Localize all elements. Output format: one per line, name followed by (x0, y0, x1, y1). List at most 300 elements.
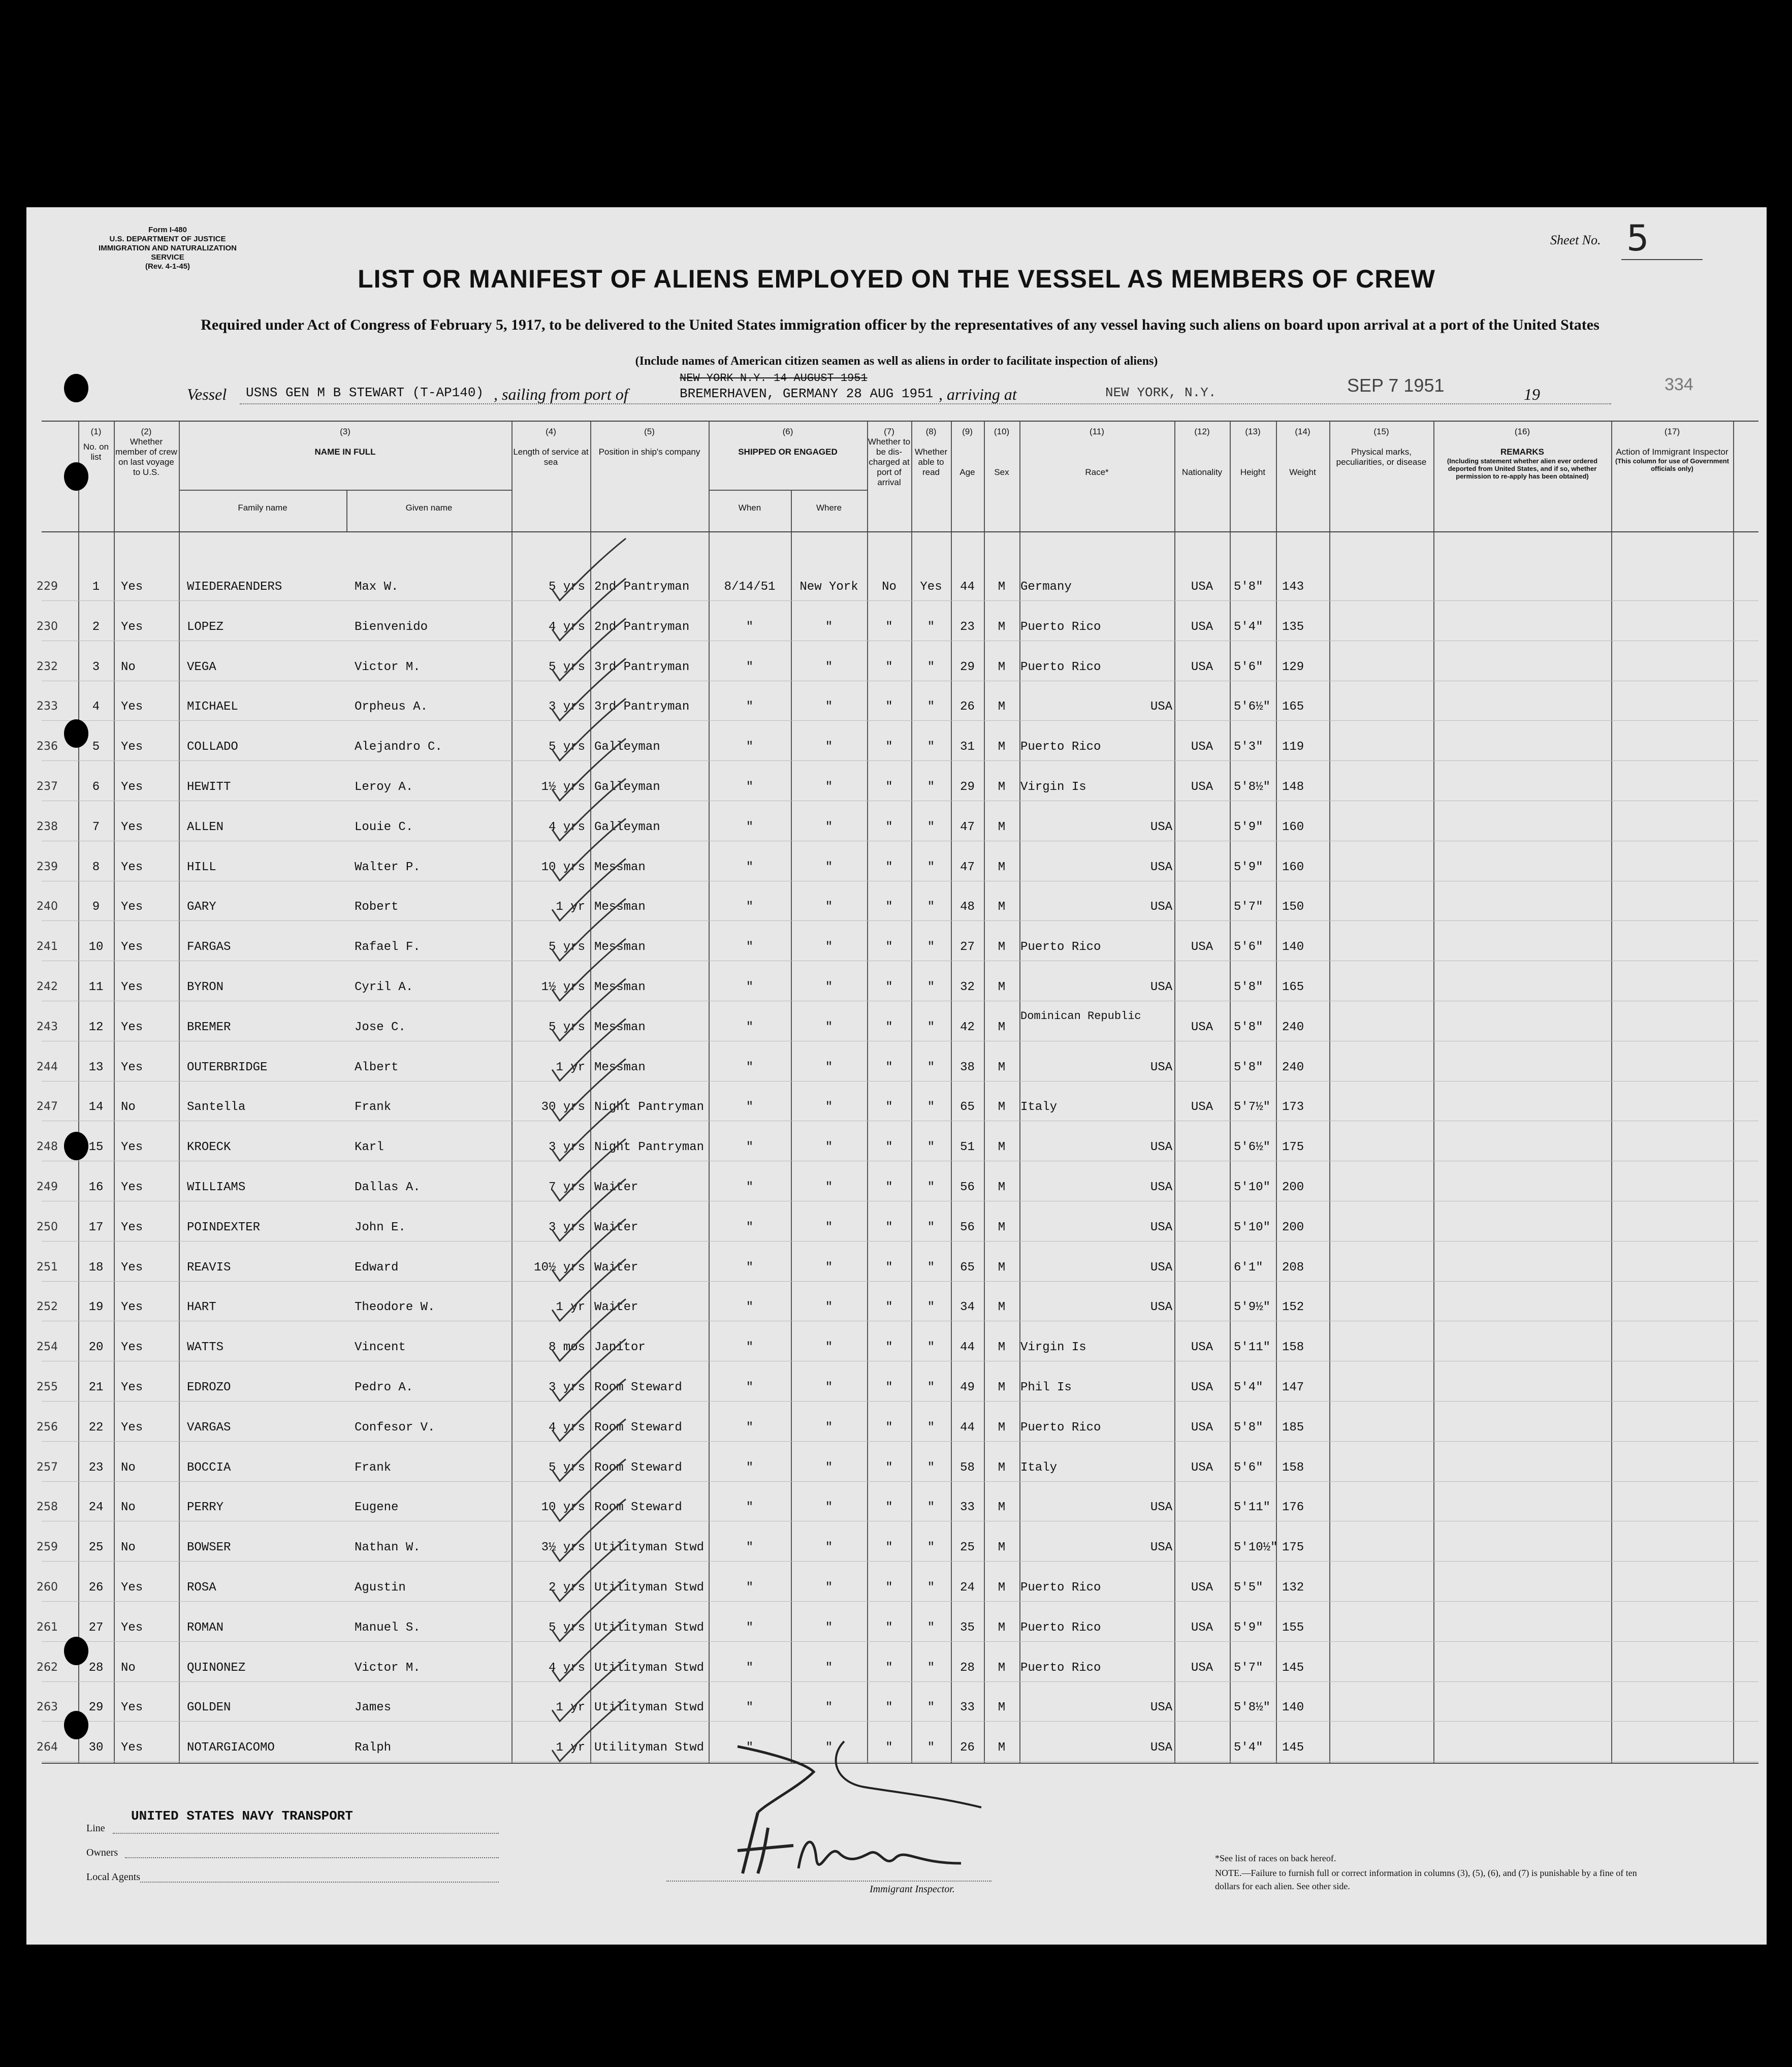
cell-when: " (746, 1100, 754, 1115)
cell-when: " (746, 1701, 754, 1715)
cell-family: WATTS (187, 1341, 224, 1355)
cell-nat: USA (1150, 700, 1173, 714)
cell-where: " (825, 1381, 833, 1394)
cell-last: Yes (121, 1220, 143, 1234)
page-stamp: 334 (1665, 375, 1693, 394)
check-mark (552, 1219, 626, 1281)
cell-age: 44 (960, 580, 975, 594)
cell-height: 5'6½" (1234, 700, 1271, 714)
cell-position: Utilityman Stwd (594, 1581, 705, 1595)
cell-age: 24 (960, 1581, 975, 1595)
cell-last: Yes (121, 1300, 143, 1315)
cell-height: 5'7½" (1234, 1100, 1271, 1115)
cell-disch: " (885, 1060, 893, 1074)
col11-header: (11) Race* (1085, 427, 1109, 477)
cell-family: NOTARGIACOMO (187, 1741, 275, 1755)
col12-header: (12) Nationality (1181, 427, 1223, 477)
cell-disch: " (885, 1300, 893, 1315)
cell-weight: 158 (1282, 1460, 1304, 1475)
col7-header: (7) Whether to be dis-charged at port of arrival (868, 427, 911, 487)
cell-last: Yes (121, 1620, 143, 1635)
cell-height: 5'4" (1234, 1741, 1263, 1755)
check-mark (552, 658, 626, 720)
cell-height: 5'9" (1234, 860, 1263, 874)
cell-read: " (927, 660, 935, 674)
cell-service: 4 yrs (548, 1661, 585, 1675)
cell-when: " (746, 1581, 754, 1595)
row-reference-number: 257 (37, 1460, 58, 1474)
cell-when: " (746, 980, 754, 994)
cell-sex: M (998, 1341, 1006, 1355)
cell-read: " (927, 1341, 935, 1355)
cell-nat: USA (1191, 1420, 1213, 1435)
cell-given: Jose C. (355, 1020, 406, 1034)
col13-header: (13) Height (1240, 427, 1266, 477)
cell-age: 56 (960, 1181, 975, 1194)
cell-position: Night Pantryman (594, 1140, 705, 1155)
cell-nat: USA (1150, 1181, 1173, 1194)
cell-weight: 200 (1282, 1181, 1304, 1194)
cell-last: Yes (121, 1260, 143, 1275)
cell-race: Virgin Is (1020, 1341, 1086, 1355)
cell-sex: M (998, 1541, 1006, 1555)
sheet-number: 5 (1626, 217, 1649, 259)
cell-when: " (746, 1661, 754, 1675)
cell-sex: M (998, 1701, 1006, 1715)
cell-where: " (825, 900, 833, 914)
check-mark (552, 1339, 626, 1401)
check-mark (552, 1659, 626, 1721)
cell-disch: " (885, 1181, 893, 1194)
cell-given: Louie C. (355, 820, 413, 834)
cell-sex: M (998, 1381, 1006, 1394)
cell-height: 5'6½" (1234, 1140, 1271, 1155)
cell-disch: " (885, 860, 893, 874)
cell-nat: USA (1191, 660, 1213, 674)
cell-weight: 200 (1282, 1220, 1304, 1234)
cell-when: " (746, 1741, 754, 1755)
punch-hole (64, 1132, 88, 1160)
cell-last: Yes (121, 860, 143, 874)
cell-nat: USA (1150, 1220, 1173, 1234)
check-mark (552, 1539, 626, 1601)
cell-height: 5'6" (1234, 660, 1263, 674)
cell-nat: USA (1150, 900, 1173, 914)
cell-nat: USA (1191, 1581, 1213, 1595)
cell-service: 10 yrs (541, 1501, 585, 1515)
cell-service: 5 yrs (548, 940, 585, 955)
cell-given: Albert (355, 1060, 399, 1074)
row-reference-number: 258 (37, 1501, 58, 1514)
col4-header: (4) Length of service at sea (513, 427, 589, 467)
cell-disch: " (885, 700, 893, 714)
cell-age: 29 (960, 660, 975, 674)
cell-age: 31 (960, 740, 975, 754)
cell-position: Messman (594, 1060, 646, 1074)
cell-service: 3 yrs (548, 1220, 585, 1234)
cell-age: 29 (960, 780, 975, 794)
cell-weight: 147 (1282, 1381, 1304, 1394)
row-reference-number: 251 (37, 1260, 58, 1274)
cell-family: Santella (187, 1100, 246, 1115)
cell-position: Messman (594, 980, 646, 994)
cell-nat: USA (1191, 1460, 1213, 1475)
cell-height: 5'5" (1234, 1581, 1263, 1595)
cell-height: 5'8" (1234, 1420, 1263, 1435)
cell-family: ALLEN (187, 820, 224, 834)
cell-when: " (746, 1381, 754, 1394)
col3-header: (3) NAME IN FULL (314, 427, 376, 457)
cell-last: Yes (121, 900, 143, 914)
cell-given: Nathan W. (355, 1541, 421, 1555)
cell-given: Pedro A. (355, 1381, 413, 1394)
cell-when: 8/14/51 (724, 580, 776, 594)
cell-sex: M (998, 700, 1006, 714)
cell-where: " (825, 1420, 833, 1435)
cell-read: " (927, 1220, 935, 1234)
cell-height: 5'9" (1234, 820, 1263, 834)
cell-position: Room Steward (594, 1381, 682, 1394)
cell-position: Waiter (594, 1181, 638, 1194)
cell-sex: M (998, 740, 1006, 754)
cell-sex: M (998, 1100, 1006, 1115)
cell-disch: " (885, 980, 893, 994)
check-mark (552, 1259, 626, 1321)
cell-age: 44 (960, 1341, 975, 1355)
cell-where: " (825, 860, 833, 874)
cell-last: Yes (121, 1581, 143, 1595)
cell-read: " (927, 700, 935, 714)
cell-read: " (927, 1701, 935, 1715)
check-mark (552, 1299, 626, 1361)
cell-age: 27 (960, 940, 975, 955)
cell-sex: M (998, 1741, 1006, 1755)
cell-height: 5'8½" (1234, 780, 1271, 794)
check-mark (552, 899, 626, 961)
vessel-name: USNS GEN M B STEWART (T-AP140) (246, 385, 484, 400)
cell-height: 5'8" (1234, 580, 1263, 594)
cell-when: " (746, 740, 754, 754)
cell-nat: USA (1191, 1020, 1213, 1034)
cell-where: " (825, 1741, 833, 1755)
sheet-number-line (1621, 259, 1703, 260)
row-reference-number: 241 (37, 940, 58, 953)
cell-where: " (825, 1020, 833, 1034)
cell-disch: " (885, 1541, 893, 1555)
cell-service: 1½ yrs (541, 780, 585, 794)
include-note: (Include names of American citizen seamen as well as aliens in order to facilitate inspection of aliens) (635, 355, 1158, 368)
cell-given: Bienvenido (355, 620, 428, 634)
cell-age: 49 (960, 1381, 975, 1394)
cell-height: 5'7" (1234, 1661, 1263, 1675)
cell-weight: 165 (1282, 700, 1304, 714)
cell-family: COLLADO (187, 740, 238, 754)
cell-no: 17 (88, 1220, 104, 1234)
cell-height: 5'7" (1234, 900, 1263, 914)
cell-given: Confesor V. (355, 1420, 435, 1435)
cell-service: 2 yrs (548, 1581, 585, 1595)
cell-position: 2nd Pantryman (594, 620, 690, 634)
cell-read: " (927, 1661, 935, 1675)
cell-position: Waiter (594, 1260, 638, 1275)
row-reference-number: 264 (37, 1741, 58, 1754)
cell-race: Italy (1020, 1460, 1058, 1475)
cell-service: 5 yrs (548, 580, 585, 594)
cell-family: QUINONEZ (187, 1661, 246, 1675)
cell-position: Waiter (594, 1220, 638, 1234)
row-reference-number: 243 (37, 1020, 58, 1033)
cell-read: " (927, 1581, 935, 1595)
cell-family: ROSA (187, 1581, 216, 1595)
cell-when: " (746, 860, 754, 874)
cell-position: Room Steward (594, 1460, 682, 1475)
cell-when: " (746, 1420, 754, 1435)
cell-no: 26 (88, 1581, 104, 1595)
row-reference-number: 255 (37, 1381, 58, 1393)
cell-no: 21 (88, 1381, 104, 1394)
cell-service: 5 yrs (548, 740, 585, 754)
cell-no: 18 (88, 1260, 104, 1275)
cell-service: 1½ yrs (541, 980, 585, 994)
cell-disch: " (885, 620, 893, 634)
cell-height: 5'6" (1234, 940, 1263, 955)
cell-height: 5'6" (1234, 1460, 1263, 1475)
cell-sex: M (998, 1220, 1006, 1234)
cell-sex: M (998, 860, 1006, 874)
arrival-port: NEW YORK, N.Y. (1105, 385, 1217, 400)
check-mark (552, 1579, 626, 1641)
cell-family: KROECK (187, 1140, 231, 1155)
cell-age: 25 (960, 1541, 975, 1555)
row-reference-number: 254 (37, 1341, 58, 1354)
cell-height: 5'10" (1234, 1181, 1271, 1194)
cell-height: 5'9½" (1234, 1300, 1271, 1315)
cell-sex: M (998, 1581, 1006, 1595)
cell-given: Theodore W. (355, 1300, 435, 1315)
cell-age: 38 (960, 1060, 975, 1074)
cell-when: " (746, 1620, 754, 1635)
cell-no: 22 (88, 1420, 104, 1435)
cell-where: " (825, 780, 833, 794)
cell-read: " (927, 1501, 935, 1515)
manifest-sheet (26, 207, 1767, 1945)
row-reference-number: 248 (37, 1140, 58, 1154)
row-reference-number: 233 (37, 700, 58, 713)
cell-family: POINDEXTER (187, 1220, 261, 1234)
cell-service: 1 yr (556, 900, 585, 914)
punch-hole (64, 1711, 88, 1739)
cell-read: " (927, 1140, 935, 1155)
cell-height: 5'10½" (1234, 1541, 1278, 1555)
punch-hole (64, 1637, 88, 1665)
cell-read: " (927, 1620, 935, 1635)
punch-hole (64, 374, 88, 402)
line-label: Line (86, 1823, 105, 1834)
cell-sex: M (998, 580, 1006, 594)
cell-when: " (746, 1020, 754, 1034)
cell-given: Dallas A. (355, 1181, 421, 1194)
service: IMMIGRATION AND NATURALIZATION SERVICE (99, 244, 237, 262)
cell-nat: USA (1150, 1060, 1173, 1074)
cell-service: 5 yrs (548, 1020, 585, 1034)
cell-position: Utilityman Stwd (594, 1620, 705, 1635)
cell-where: " (825, 820, 833, 834)
row-reference-number: 232 (37, 660, 58, 673)
cell-last: Yes (121, 1181, 143, 1194)
cell-service: 1 yr (556, 1300, 585, 1315)
cell-position: Utilityman Stwd (594, 1541, 705, 1555)
cell-last: Yes (121, 580, 143, 594)
cell-weight: 145 (1282, 1741, 1304, 1755)
cell-given: John E. (355, 1220, 406, 1234)
col16-header: (16) REMARKS (Including statement whether alien ever ordered deported from United States, and if so, whether permission to re-apply has been obtained) (1447, 427, 1598, 480)
cell-weight: 208 (1282, 1260, 1304, 1275)
cell-where: " (825, 1541, 833, 1555)
cell-where: " (825, 1581, 833, 1595)
cell-service: 10 yrs (541, 860, 585, 874)
cell-service: 3 yrs (548, 700, 585, 714)
cell-nat: USA (1191, 1661, 1213, 1675)
row-reference-number: 249 (37, 1181, 58, 1193)
cell-read: " (927, 860, 935, 874)
cell-service: 4 yrs (548, 620, 585, 634)
cell-service: 3½ yrs (541, 1541, 585, 1555)
cell-weight: 143 (1282, 580, 1304, 594)
cell-family: EDROZO (187, 1381, 231, 1394)
cell-sex: M (998, 820, 1006, 834)
cell-read: " (927, 1060, 935, 1074)
cell-when: " (746, 660, 754, 674)
cell-disch: " (885, 1220, 893, 1234)
row-reference-number: 260 (37, 1581, 58, 1594)
punch-hole (64, 462, 88, 491)
cell-sex: M (998, 1140, 1006, 1155)
row-reference-number: 244 (37, 1060, 58, 1073)
cell-family: FARGAS (187, 940, 231, 955)
cell-age: 65 (960, 1100, 975, 1115)
cell-service: 5 yrs (548, 1460, 585, 1475)
check-mark (552, 1379, 626, 1441)
cell-family: VEGA (187, 660, 216, 674)
check-mark (552, 538, 626, 600)
cell-family: BOCCIA (187, 1460, 231, 1475)
cell-given: Manuel S. (355, 1620, 421, 1635)
cell-no: 2 (92, 620, 100, 634)
cell-where: " (825, 940, 833, 955)
cell-family: HEWITT (187, 780, 231, 794)
cell-when: " (746, 700, 754, 714)
cell-weight: 152 (1282, 1300, 1304, 1315)
year-label: 19 (1524, 385, 1540, 403)
cell-disch: " (885, 1381, 893, 1394)
cell-weight: 175 (1282, 1541, 1304, 1555)
cell-weight: 145 (1282, 1661, 1304, 1675)
cell-family: BREMER (187, 1020, 231, 1034)
cell-no: 19 (88, 1300, 104, 1315)
cell-weight: 175 (1282, 1140, 1304, 1155)
tally-check-marks (42, 422, 1758, 1763)
cell-nat: USA (1191, 580, 1213, 594)
cell-where: " (825, 660, 833, 674)
cell-family: WIEDERAENDERS (187, 580, 282, 594)
cell-where: " (825, 1181, 833, 1194)
row-reference-number: 250 (37, 1220, 58, 1233)
cell-disch: " (885, 940, 893, 955)
cell-race: Puerto Rico (1020, 660, 1101, 674)
cell-nat: USA (1191, 1381, 1213, 1394)
row-reference-number: 256 (37, 1420, 58, 1434)
cell-sex: M (998, 1460, 1006, 1475)
cell-given: Agustin (355, 1581, 406, 1595)
check-mark (552, 858, 626, 920)
cell-position: Messman (594, 900, 646, 914)
cell-position: Utilityman Stwd (594, 1661, 705, 1675)
cell-read: " (927, 1300, 935, 1315)
cell-last: No (121, 1661, 136, 1675)
cell-service: 1 yr (556, 1741, 585, 1755)
cell-read: " (927, 1460, 935, 1475)
cell-given: Leroy A. (355, 780, 413, 794)
cell-family: GOLDEN (187, 1701, 231, 1715)
cell-where: " (825, 740, 833, 754)
cell-race: Puerto Rico (1020, 940, 1101, 955)
cell-weight: 176 (1282, 1501, 1304, 1515)
row-reference-number: 229 (37, 580, 58, 593)
check-mark (552, 1499, 626, 1561)
cell-position: Utilityman Stwd (594, 1741, 705, 1755)
cell-sex: M (998, 1181, 1006, 1194)
cell-height: 5'9" (1234, 1620, 1263, 1635)
cell-no: 1 (92, 580, 100, 594)
cell-read: " (927, 620, 935, 634)
cell-last: Yes (121, 820, 143, 834)
cell-service: 5 yrs (548, 660, 585, 674)
cell-height: 5'8" (1234, 980, 1263, 994)
cell-no: 6 (92, 780, 100, 794)
cell-last: No (121, 660, 136, 674)
penalty-note: NOTE.—Failure to furnish full or correct information in columns (3), (5), (6), and (7) is punishable by a fine of ten dollars for each alien. See other side. (1215, 1868, 1637, 1891)
where-header: Where (816, 503, 842, 513)
cell-nat: USA (1150, 1300, 1173, 1315)
cell-no: 3 (92, 660, 100, 674)
page-subtitle: Required under Act of Congress of February 5, 1917, to be delivered to the United States immigration officer by the representatives of any vessel having such aliens on board upon arrival at a port of the United States (201, 316, 1599, 333)
cell-height: 5'11" (1234, 1341, 1271, 1355)
cell-where: " (825, 1060, 833, 1074)
check-mark (552, 979, 626, 1041)
check-mark (552, 1419, 626, 1481)
cell-family: PERRY (187, 1501, 224, 1515)
cell-weight: 173 (1282, 1100, 1304, 1115)
cell-race: Virgin Is (1020, 780, 1086, 794)
cell-disch: " (885, 1661, 893, 1675)
check-mark (552, 1059, 626, 1121)
cell-nat: USA (1191, 1100, 1213, 1115)
cell-nat: USA (1191, 620, 1213, 634)
cell-sex: M (998, 1501, 1006, 1515)
cell-when: " (746, 1341, 754, 1355)
cell-family: GARY (187, 900, 216, 914)
cell-family: MICHAEL (187, 700, 238, 714)
cell-sex: M (998, 660, 1006, 674)
cell-nat: USA (1150, 860, 1173, 874)
cell-nat: USA (1150, 1701, 1173, 1715)
cell-weight: 160 (1282, 860, 1304, 874)
cell-disch: " (885, 1460, 893, 1475)
cell-where: " (825, 1701, 833, 1715)
cell-no: 27 (88, 1620, 104, 1635)
cell-given: Rafael F. (355, 940, 421, 955)
inspector-signature (677, 1726, 1002, 1889)
